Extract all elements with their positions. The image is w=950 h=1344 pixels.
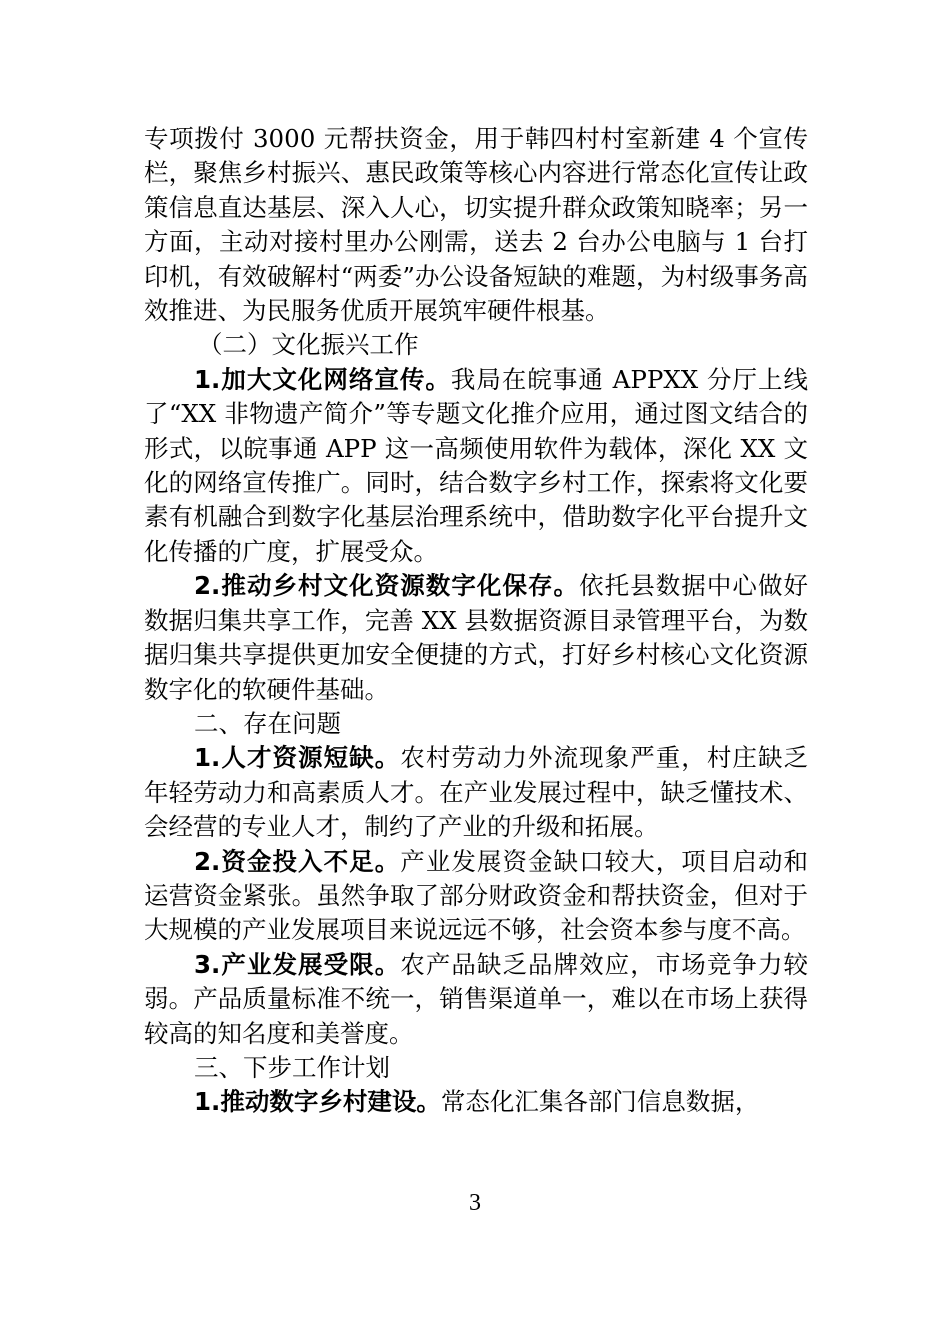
paragraph-lead: 2.推动乡村文化资源数字化保存。	[194, 571, 580, 601]
section-heading-next-steps	[144, 1051, 808, 1085]
paragraph-insufficient-funding	[144, 845, 808, 948]
paragraph-lead: 1.推动数字乡村建设。	[194, 1087, 441, 1117]
paragraph-text: 农产品缺乏品牌效应，市场竞争力较弱。产品质量标准不统一，销售渠道单一，难以在市场上获得较高的知名度和美誉度。	[144, 949, 809, 1048]
paragraph-lead: 1.人才资源短缺。	[194, 743, 401, 773]
page-number: 3	[469, 1190, 481, 1216]
paragraph-digital-village	[144, 1085, 808, 1119]
section-heading-existing-problems	[144, 707, 808, 741]
paragraph-text: 专项拨付 3000 元帮扶资金，用于韩四村村室新建 4 个宣传栏，聚焦乡村振兴、惠民政策等核心内容进行常态化宣传让政策信息直达基层、深入人心，切实提升群众政策知晓率；另一方面，主动对接村里办公刚需，送去 2 台办公电脑与 1 台打印机，有效破解村“两委”办公设备短缺的难题，为村级事务高效推进、为民服务优质开展筑牢硬件根基。	[144, 124, 808, 326]
subsection-heading-cultural-revitalization	[144, 328, 808, 362]
paragraph-text: 常态化汇集各部门信息数据，	[440, 1087, 760, 1117]
heading-text: 二、存在问题	[194, 708, 341, 738]
paragraph-talent-shortage	[144, 741, 808, 844]
paragraph-lead: 1.加大文化网络宣传。	[194, 364, 451, 394]
paragraph-digital-preservation	[144, 569, 808, 707]
heading-text: （二）文化振兴工作	[198, 330, 419, 360]
paragraph-funding	[144, 122, 808, 328]
paragraph-network-publicity	[144, 363, 808, 569]
document-page	[144, 122, 808, 1120]
paragraph-industry-limits	[144, 948, 808, 1051]
paragraph-text: 依托县数据中心做好数据归集共享工作，完善 XX 县数据资源目录管理平台，为数据归集共享提供更加安全便捷的方式，打好乡村核心文化资源数字化的软硬件基础。	[144, 571, 809, 704]
paragraph-lead: 3.产业发展受限。	[194, 949, 401, 979]
paragraph-text: 产业发展资金缺口较大，项目启动和运营资金紧张。虽然争取了部分财政资金和帮扶资金，但对于大规模的产业发展项目来说远远不够，社会资本参与度不高。	[144, 846, 809, 945]
heading-text: 三、下步工作计划	[194, 1052, 390, 1082]
paragraph-lead: 2.资金投入不足。	[194, 846, 401, 876]
paragraph-text: 我局在皖事通 APPXX 分厅上线了“XX 非物遗产简介”等专题文化推介应用，通过图文结合的形式，以皖事通 APP 这一高频使用软件为载体，深化 XX 文化的网络宣传推广。同时，结合数字乡村工作，探索将文化要素有机融合到数字化基层治理系统中，借助数字化平台提升文化传播的广度，扩展受众。	[144, 364, 809, 566]
paragraph-text: 农村劳动力外流现象严重，村庄缺乏年轻劳动力和高素质人才。在产业发展过程中，缺乏懂技术、会经营的专业人才，制约了产业的升级和拓展。	[144, 743, 809, 842]
